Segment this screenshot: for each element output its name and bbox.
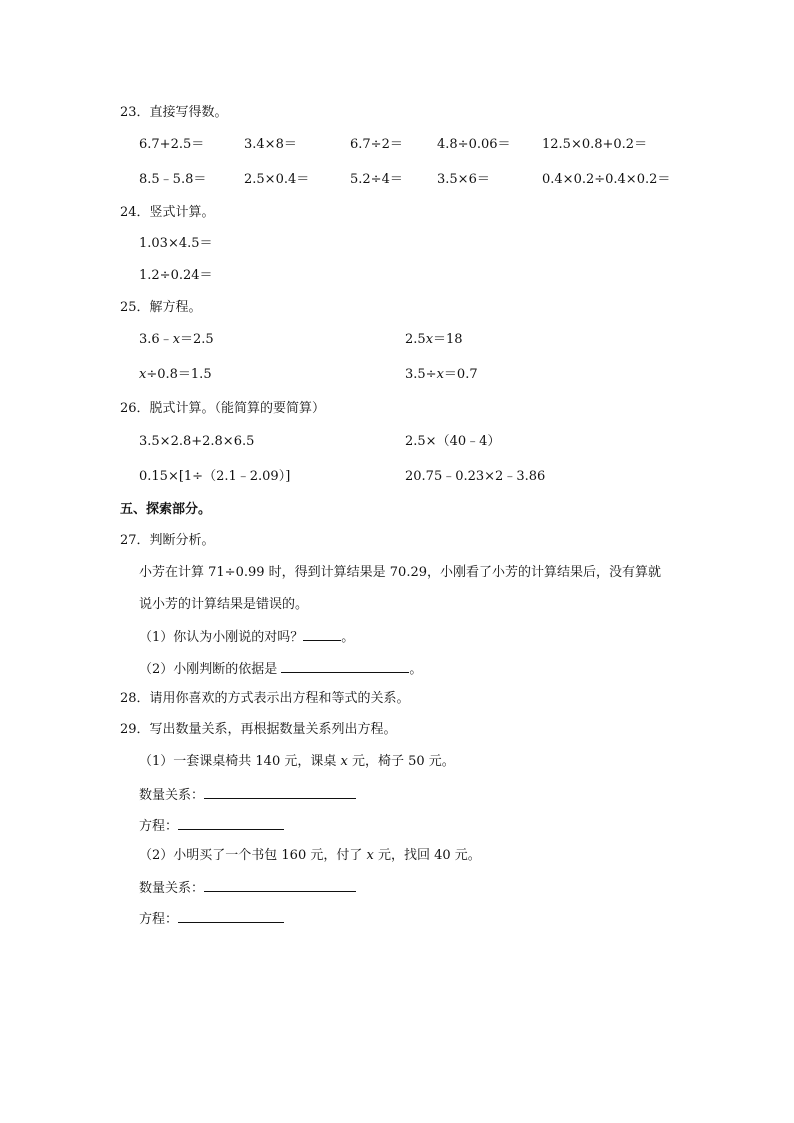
q23-r2-c1: 8.5﹣5.8＝	[139, 172, 207, 187]
q24-item-1: 1.03×4.5＝	[139, 236, 213, 251]
q23-r1-c5: 12.5×0.8+0.2＝	[542, 137, 648, 152]
q27-sub-2-blank[interactable]	[281, 660, 409, 673]
q24-item-2: 1.2÷0.24＝	[139, 268, 213, 283]
q29-title: 29．写出数量关系，再根据数量关系列出方程。	[120, 722, 397, 737]
q26-item-2: 2.5×（40﹣4）	[405, 434, 501, 449]
q27-sub-1-blank[interactable]	[303, 628, 341, 641]
q27-paragraph-line-1: 小芳在计算 71÷0.99 时，得到计算结果是 70.29，小刚看了小芳的计算结果后，没有算就	[139, 565, 661, 580]
q23-title: 23．直接写得数。	[120, 105, 228, 120]
q29-sub-2-relation: 数量关系：	[139, 879, 356, 897]
q23-r1-c3: 6.7÷2＝	[350, 137, 403, 152]
q27-sub-1: （1）你认为小刚说的对吗？ 。	[139, 630, 355, 645]
q29-sub-1-relation: 数量关系：	[139, 786, 356, 804]
q29-sub-1: （1）一套课桌椅共 140 元，课桌 x 元，椅子 50 元。	[139, 754, 455, 769]
q27-sub-2: （2）小刚判断的依据是 。	[139, 662, 423, 677]
q26-item-1: 3.5×2.8+2.8×6.5	[139, 434, 255, 449]
q29-sub-2-relation-blank[interactable]	[204, 879, 356, 892]
q29-sub-1-equation-blank[interactable]	[178, 817, 284, 830]
q26-title: 26．脱式计算。（能简算的要简算）	[120, 401, 326, 416]
q29-sub-1-equation: 方程：	[139, 817, 284, 835]
q23-r1-c4: 4.8÷0.06＝	[437, 137, 511, 152]
q25-title: 25．解方程。	[120, 300, 202, 315]
q28-title: 28．请用你喜欢的方式表示出方程和等式的关系。	[120, 691, 410, 706]
q25-eq-3: x÷0.8＝1.5	[139, 367, 212, 382]
q29-sub-2: （2）小明买了一个书包 160 元，付了 x 元，找回 40 元。	[139, 848, 481, 863]
q23-r1-c1: 6.7+2.5＝	[139, 137, 205, 152]
q27-title: 27．判断分析。	[120, 533, 215, 548]
q29-sub-2-equation: 方程：	[139, 910, 284, 928]
q29-sub-2-equation-blank[interactable]	[178, 910, 284, 923]
q27-paragraph-line-2: 说小芳的计算结果是错误的。	[139, 597, 309, 612]
q24-title: 24．竖式计算。	[120, 205, 215, 220]
q23-r2-c4: 3.5×6＝	[437, 172, 490, 187]
q23-r2-c5: 0.4×0.2÷0.4×0.2＝	[542, 172, 671, 187]
q26-item-3: 0.15×[1÷（2.1﹣2.09）]	[139, 469, 291, 484]
q25-eq-2: 2.5x＝18	[405, 332, 463, 347]
q25-eq-1: 3.6﹣x＝2.5	[139, 332, 214, 347]
section-5-title: 五、探索部分。	[120, 502, 212, 517]
q23-r2-c3: 5.2÷4＝	[350, 172, 403, 187]
q23-r1-c2: 3.4×8＝	[244, 137, 297, 152]
q26-item-4: 20.75﹣0.23×2﹣3.86	[405, 469, 546, 484]
q29-sub-1-relation-blank[interactable]	[204, 786, 356, 799]
q25-eq-4: 3.5÷x＝0.7	[405, 367, 478, 382]
q23-r2-c2: 2.5×0.4＝	[244, 172, 310, 187]
